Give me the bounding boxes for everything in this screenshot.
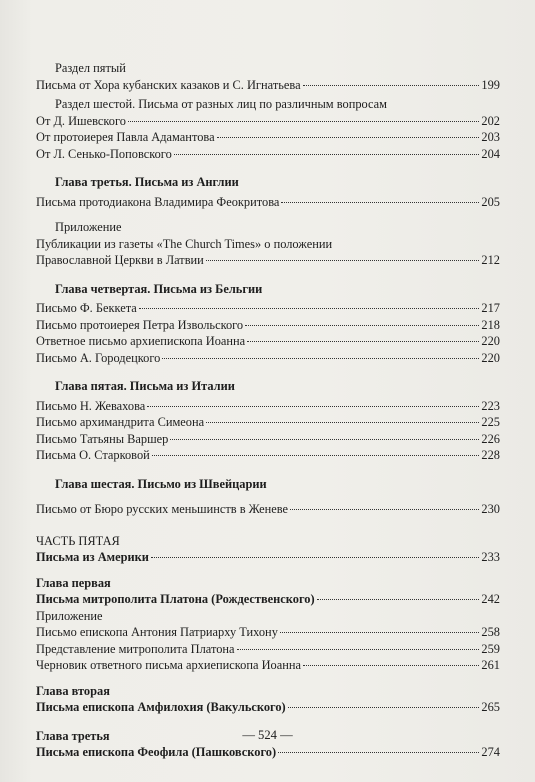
entry-title: Письмо архимандрита Симеона: [36, 415, 205, 429]
entry-page: 223: [481, 398, 500, 413]
entry-title: Представление митрополита Платона: [36, 641, 235, 656]
entry-title: Письма епископа Амфилохия (Вакульского): [36, 700, 286, 714]
toc-entry: [36, 549, 500, 566]
entry-page: 259: [481, 641, 500, 656]
appendix-heading: Приложение: [36, 608, 103, 623]
entry-page: 233: [481, 550, 500, 564]
section-heading: Раздел шестой. Письма от разных лиц по различным вопросам: [55, 97, 388, 111]
toc-entry: [36, 317, 500, 334]
leader-dots: [139, 308, 480, 309]
part-heading: ЧАСТЬ ПЯТАЯ: [36, 533, 120, 548]
leader-dots: [237, 649, 480, 650]
toc-entry: [36, 113, 500, 130]
entry-page: 202: [481, 113, 500, 128]
toc-entry: [36, 699, 500, 716]
entry-title: Письма О. Старковой: [36, 448, 150, 462]
leader-dots: [245, 325, 479, 326]
leader-dots: [290, 509, 479, 510]
entry-page: 226: [481, 431, 500, 446]
entry-page: 261: [481, 658, 500, 672]
toc-entry: [36, 300, 500, 317]
leader-dots: [217, 137, 480, 138]
entry-page: 217: [481, 301, 500, 315]
entry-title: Письмо от Бюро русских меньшинств в Женеве: [36, 502, 289, 516]
entry-title: Черновик ответного письма архиепископа Иоанна: [36, 658, 301, 672]
entry-title: Письмо Татьяны Варшер: [36, 431, 169, 446]
entry-title: Письмо епископа Антония Патриарху Тихону: [36, 625, 278, 639]
toc-entry: [36, 591, 500, 608]
chapter-heading: Глава пятая. Письма из Италии: [55, 379, 235, 393]
entry-page: 274: [481, 745, 500, 759]
toc-entry: [36, 431, 500, 448]
leader-dots: [206, 260, 480, 261]
toc-entry: [36, 350, 500, 367]
entry-title: Письмо протоиерея Петра Извольского: [36, 317, 244, 332]
toc-entry: [36, 129, 500, 146]
entry-page: 199: [481, 77, 500, 92]
chapter-heading: Глава третья. Письма из Англии: [55, 175, 239, 189]
entry-title-line: Публикации из газеты «The Church Times» о положении: [36, 236, 333, 251]
toc-entry: [36, 414, 500, 431]
leader-dots: [147, 406, 479, 407]
toc-entry: [36, 447, 500, 464]
entry-title: Ответное письмо архиепископа Иоанна: [36, 334, 246, 348]
entry-title: Письма митрополита Платона (Рождественского): [36, 592, 315, 606]
entry-page: 204: [481, 146, 500, 161]
toc-entry: [36, 252, 500, 269]
chapter-heading: Глава четвертая. Письма из Бельгии: [55, 281, 263, 296]
leader-dots: [247, 341, 479, 342]
entry-title: Письма из Америки: [36, 550, 149, 564]
entry-page: 220: [481, 350, 500, 365]
toc-entry: [36, 398, 500, 415]
entry-title: От Д. Ишевского: [36, 113, 126, 128]
entry-page: 230: [481, 502, 500, 516]
leader-dots: [280, 632, 480, 633]
entry-page: 258: [481, 625, 500, 639]
entry-title: Письмо А. Городецкого: [36, 350, 161, 365]
entry-page: 218: [481, 317, 500, 332]
leader-dots: [152, 455, 480, 456]
entry-title: Письма епископа Феофила (Пашковского): [36, 745, 277, 759]
leader-dots: [278, 752, 479, 753]
toc-entry: [36, 657, 500, 674]
entry-title: Письма от Хора кубанских казаков и С. Игнатьева: [36, 77, 301, 92]
toc-entry: [36, 501, 500, 518]
leader-dots: [162, 358, 479, 359]
chapter-heading: Глава шестая. Письмо из Швейцарии: [55, 476, 267, 491]
entry-page: 203: [481, 130, 500, 144]
entry-page: 228: [481, 448, 500, 462]
leader-dots: [303, 85, 480, 86]
leader-dots: [128, 121, 479, 122]
leader-dots: [288, 707, 480, 708]
toc-entry: [36, 146, 500, 163]
chapter-heading: Глава третья: [36, 728, 110, 743]
entry-title: От Л. Сенько-Поповского: [36, 146, 172, 161]
leader-dots: [281, 202, 479, 203]
toc-entry: [36, 641, 500, 658]
entry-title: От протоиерея Павла Адамантова: [36, 130, 215, 144]
entry-page: 265: [481, 700, 500, 714]
leader-dots: [170, 439, 479, 440]
page-number: — 524 —: [242, 728, 293, 742]
chapter-heading: Глава первая: [36, 575, 111, 590]
toc-entry: [36, 333, 500, 350]
toc-entry: [36, 194, 500, 211]
appendix-heading: Приложение: [55, 220, 122, 234]
leader-dots: [174, 154, 480, 155]
entry-page: 212: [481, 253, 500, 267]
chapter-heading: Глава вторая: [36, 683, 110, 698]
section-heading: Раздел пятый: [55, 61, 126, 75]
entry-title: Письма протодиакона Владимира Феокритова: [36, 194, 280, 209]
entry-page: 225: [481, 415, 500, 429]
leader-dots: [303, 665, 479, 666]
entry-page: 242: [481, 592, 500, 606]
entry-title: Православной Церкви в Латвии: [36, 253, 204, 267]
toc-entry: [36, 77, 500, 94]
entry-page: 205: [481, 194, 500, 209]
leader-dots: [151, 557, 480, 558]
toc-entry: [36, 744, 500, 761]
entry-title: Письмо Н. Жевахова: [36, 398, 146, 413]
table-of-contents: [36, 60, 500, 761]
toc-entry: [36, 624, 500, 641]
leader-dots: [206, 422, 479, 423]
entry-page: 220: [481, 334, 500, 348]
entry-title: Письмо Ф. Беккета: [36, 301, 137, 315]
leader-dots: [317, 599, 480, 600]
